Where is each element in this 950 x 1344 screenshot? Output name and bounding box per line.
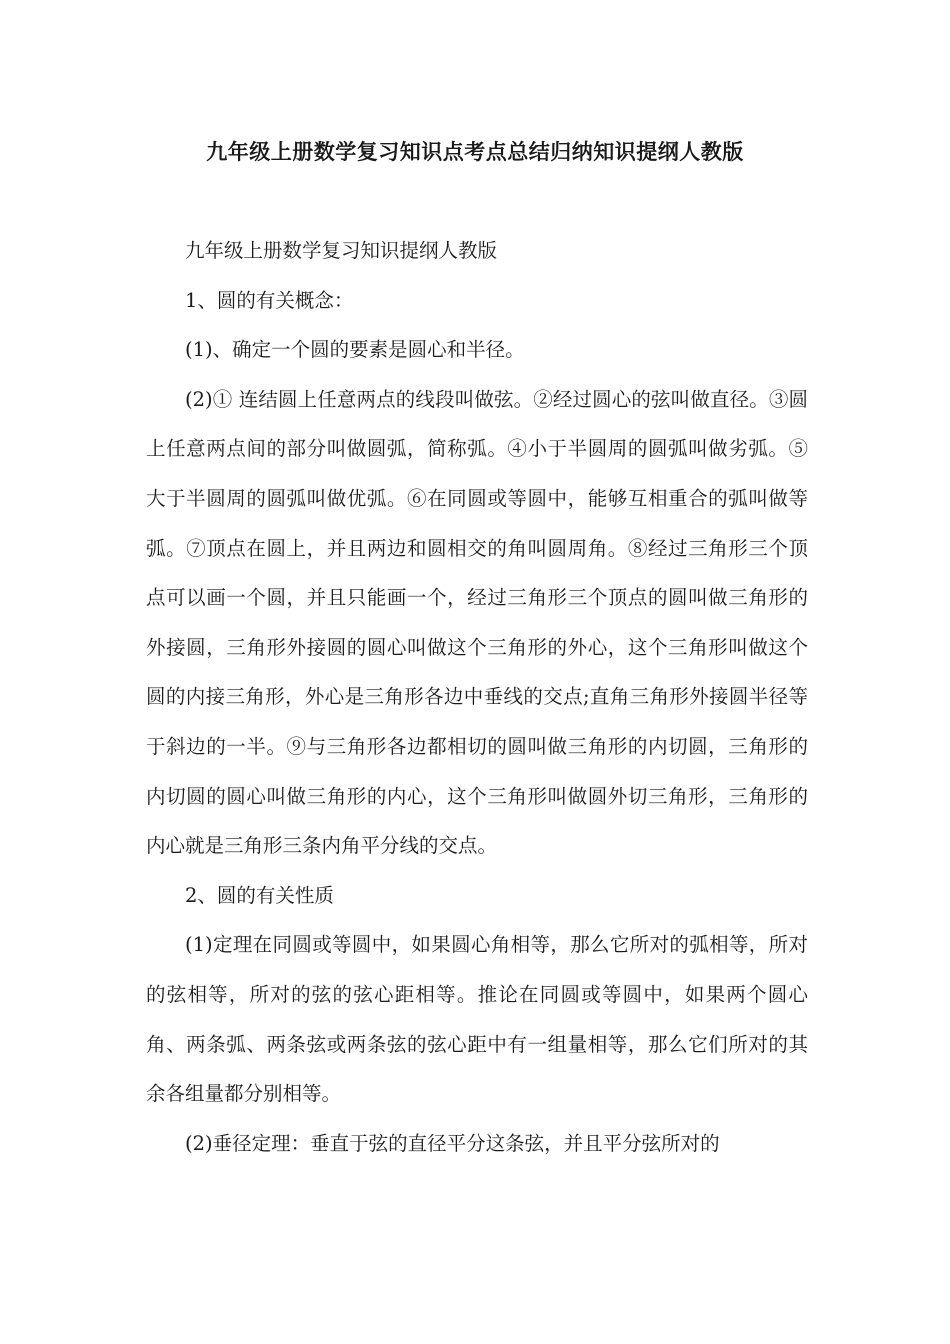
paragraph-2-2: (2)垂径定理：垂直于弦的直径平分这条弦，并且平分弦所对的: [185, 1131, 720, 1155]
paragraph-2-1: (1)定理在同圆或等圆中，如果圆心角相等，那么它所对的弧相等，所对的弦相等，所对的弦的弦心距相等。推论在同圆或等圆中，如果两个圆心角、两条弧、两条弦或两条弦的弦心距中有一组量相等，那么它们所对的其余各组量都分别相等。: [146, 933, 808, 1106]
paragraph-1-1: (1)、确定一个圆的要素是圆心和半径。: [185, 338, 525, 362]
subtitle-paragraph: 九年级上册数学复习知识提纲人教版: [185, 239, 498, 262]
document-body: [146, 226, 808, 1168]
section-heading-2: 2、圆的有关性质: [185, 883, 334, 907]
document-title: 九年级上册数学复习知识点考点总结归纳知识提纲人教版: [206, 140, 744, 164]
paragraph-1-2: (2)① 连结圆上任意两点的线段叫做弦。②经过圆心的弦叫做直径。③圆上任意两点间的部分叫做圆弧，简称弧。④小于半圆周的圆弧叫做劣弧。⑤大于半圆周的圆弧叫做优弧。⑥在同圆或等圆中，能够互相重合的弧叫做等弧。⑦顶点在圆上，并且两边和圆相交的角叫圆周角。⑧经过三角形三个顶点可以画一个圆，并且只能画一个，经过三角形三个顶点的圆叫做三角形的外接圆，三角形外接圆的圆心叫做这个三角形的外心，这个三角形叫做这个圆的内接三角形，外心是三角形各边中垂线的交点;直角三角形外接圆半径等于斜边的一半。⑨与三角形各边都相切的圆叫做三角形的内切圆，三角形的内切圆的圆心叫做三角形的内心，这个三角形叫做圆外切三角形，三角形的内心就是三角形三条内角平分线的交点。: [146, 387, 808, 858]
section-heading-1: 1、圆的有关概念：: [185, 288, 354, 312]
